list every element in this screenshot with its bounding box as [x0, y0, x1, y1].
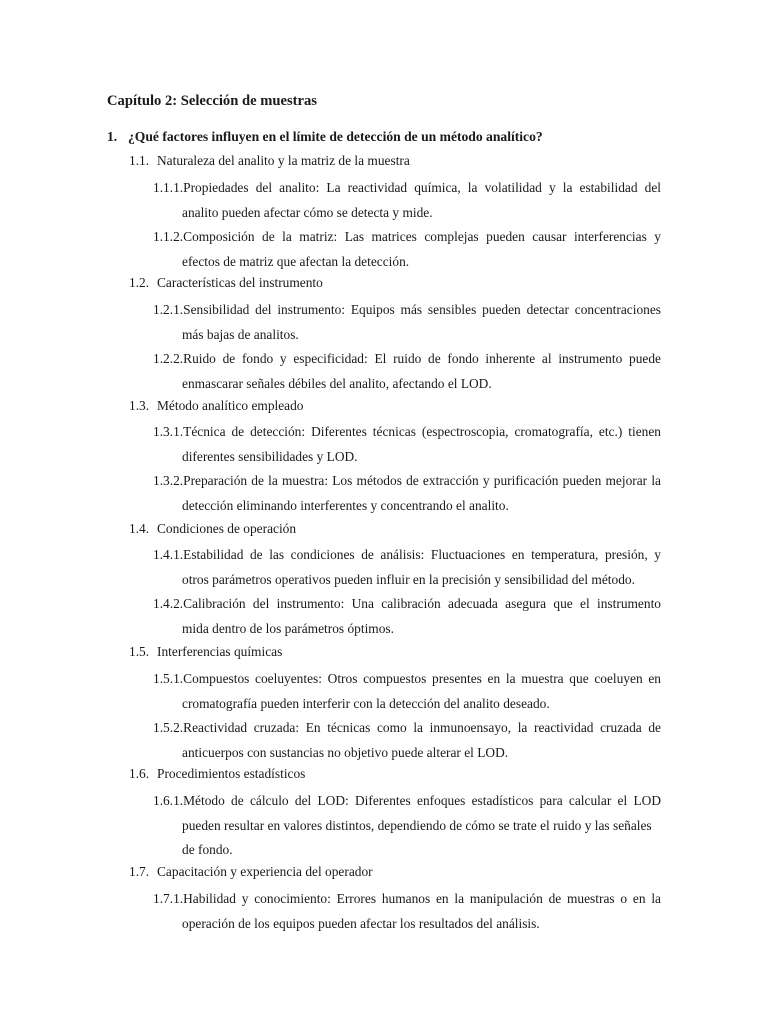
item-text-first-line: Compuestos coeluyentes: Otros compuestos presentes en la muestra que coeluyen en: [183, 671, 661, 686]
item-text-continuation: más bajas de analitos.: [182, 326, 299, 342]
item-number: 1.2.1.: [153, 302, 184, 317]
item-number: 1.6.1.: [153, 793, 184, 808]
section-number: 1.2.: [129, 275, 150, 290]
item-text-continuation: otros parámetros operativos pueden influir en la precisión y sensibilidad del método.: [182, 571, 635, 587]
item-text-continuation: diferentes sensibilidades y LOD.: [182, 448, 358, 464]
item-text-first-line: Propiedades del analito: La reactividad química, la volatilidad y la estabilidad del: [183, 180, 661, 195]
item-text-continuation: pueden resultar en valores distintos, dependiendo de cómo se trate el ruido y las señales: [182, 817, 652, 833]
section-heading: [129, 151, 410, 171]
list-item: [153, 298, 661, 347]
item-number: 1.4.2.: [153, 596, 184, 611]
item-text-first-line: Método de cálculo del LOD: Diferentes enfoques estadísticos para calcular el LOD: [183, 793, 661, 808]
list-item: [153, 716, 661, 765]
item-text-continuation: analito pueden afectar cómo se detecta y mide.: [182, 204, 433, 220]
list-item: [153, 789, 661, 863]
item-text-first-line: Estabilidad de las condiciones de análisis: Fluctuaciones en temperatura, presión, y: [183, 547, 661, 562]
section-title: Procedimientos estadísticos: [157, 766, 306, 781]
item-number: 1.5.1.: [153, 671, 184, 686]
section-title: Naturaleza del analito y la matriz de la muestra: [157, 153, 410, 168]
list-item: [153, 225, 661, 274]
item-text-continuation: enmascarar señales débiles del analito, afectando el LOD.: [182, 375, 492, 391]
item-number: 1.4.1.: [153, 547, 184, 562]
item-text-first-line: Ruido de fondo y especificidad: El ruido de fondo inherente al instrumento puede: [183, 351, 661, 366]
item-number: 1.1.2.: [153, 229, 184, 244]
list-item: [153, 543, 661, 592]
section-number: 1.5.: [129, 644, 150, 659]
item-text-first-line: Sensibilidad del instrumento: Equipos más sensibles pueden detectar concentraciones: [183, 302, 661, 317]
item-text-first-line: Preparación de la muestra: Los métodos de extracción y purificación pueden mejorar la: [183, 473, 661, 488]
list-item: [153, 887, 661, 936]
item-text-continuation: cromatografía pueden interferir con la detección del analito deseado.: [182, 695, 550, 711]
item-text-continuation: efectos de matriz que afectan la detección.: [182, 253, 410, 269]
section-number: 1.7.: [129, 864, 150, 879]
item-text-first-line: Reactividad cruzada: En técnicas como la inmunoensayo, la reactividad cruzada de: [183, 720, 661, 735]
section-number: 1.1.: [129, 153, 150, 168]
chapter-title: Capítulo 2: Selección de muestras: [107, 93, 317, 109]
item-number: 1.2.2.: [153, 351, 184, 366]
list-item: [153, 176, 661, 225]
section-heading: [129, 396, 304, 416]
list-item: [153, 667, 661, 716]
section-title: Capacitación y experiencia del operador: [157, 864, 373, 879]
section-title: Condiciones de operación: [157, 521, 297, 536]
section-heading: [129, 642, 282, 662]
section-heading: [129, 273, 323, 293]
list-item: [153, 347, 661, 396]
question-text: ¿Qué factores influyen en el límite de detección de un método analítico?: [128, 129, 543, 144]
item-text-first-line: Habilidad y conocimiento: Errores humanos en la manipulación de muestras o en la: [183, 891, 661, 906]
item-number: 1.3.2.: [153, 473, 184, 488]
item-text-first-line: Técnica de detección: Diferentes técnicas (espectroscopia, cromatografía, etc.) tienen: [183, 424, 661, 439]
list-item: [153, 592, 661, 641]
item-text-continuation: de fondo.: [182, 842, 233, 857]
section-number: 1.6.: [129, 766, 150, 781]
item-number: 1.1.1.: [153, 180, 184, 195]
item-text-first-line: Calibración del instrumento: Una calibración adecuada asegura que el instrumento: [183, 596, 661, 611]
item-number: 1.7.1.: [153, 891, 184, 906]
section-heading: [129, 519, 296, 539]
item-text-continuation: operación de los equipos pueden afectar los resultados del análisis.: [182, 915, 540, 931]
section-number: 1.4.: [129, 521, 150, 536]
section-heading: [129, 764, 305, 784]
item-number: 1.5.2.: [153, 720, 184, 735]
item-number: 1.3.1.: [153, 424, 184, 439]
section-title: Interferencias químicas: [157, 644, 283, 659]
list-item: [153, 420, 661, 469]
section-number: 1.3.: [129, 398, 150, 413]
section-title: Método analítico empleado: [157, 398, 304, 413]
list-item: [153, 469, 661, 518]
section-heading: [129, 862, 373, 882]
section-title: Características del instrumento: [157, 275, 323, 290]
item-text-first-line: Composición de la matriz: Las matrices complejas pueden causar interferencias y: [183, 229, 661, 244]
item-text-continuation: mida dentro de los parámetros óptimos.: [182, 620, 394, 636]
item-text-continuation: anticuerpos con sustancias no objetivo puede alterar el LOD.: [182, 744, 509, 760]
item-text-continuation: detección eliminando interferentes y concentrando el analito.: [182, 497, 509, 513]
question-heading: [107, 127, 667, 147]
question-number: 1.: [107, 129, 118, 144]
